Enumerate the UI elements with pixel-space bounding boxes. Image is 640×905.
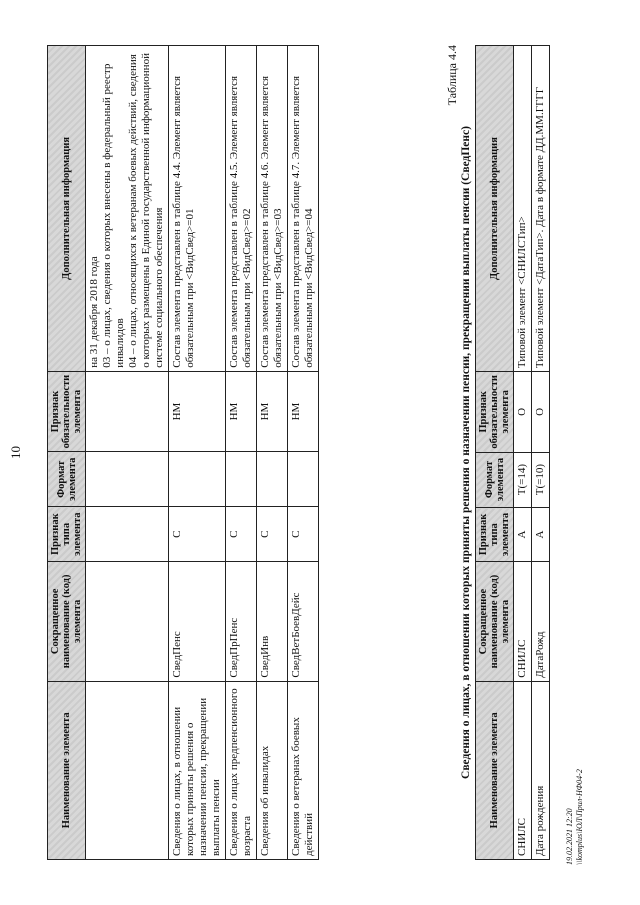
table-label: Таблица 4.4 [445, 45, 459, 106]
element-format [226, 452, 257, 507]
element-name: Сведения о ветеранах боевых действий [288, 681, 319, 859]
element-info: Состав элемента представлен в таблице 4.4. Элемент является обязательным при <ВидСвед>=01 [169, 46, 226, 372]
element-format [257, 452, 288, 507]
elements-table-continued [47, 45, 319, 860]
element-info: Типовой элемент <ДатаТип>. Дата в формате ДД.ММ.ГГГГ [532, 46, 550, 372]
element-required: О [514, 372, 532, 453]
element-code: СНИЛС [514, 562, 532, 681]
element-type: А [514, 507, 532, 562]
header-cell: Признак обязательности элемента [48, 371, 86, 452]
header-cell: Наименование элемента [476, 681, 514, 859]
element-code: СведИнв [257, 562, 288, 682]
element-format [169, 452, 226, 507]
table-row [226, 46, 257, 860]
header-cell: Формат элемента [48, 452, 86, 507]
element-format [288, 452, 319, 507]
element-name: Сведения о лицах предпенсионного возраста [226, 681, 257, 859]
header-cell: Сокращенное наименование (код) элемента [48, 562, 86, 682]
element-type: С [169, 507, 226, 562]
table-row [86, 46, 169, 860]
table-title: Сведения о лицах, в отношении которых приняты решения о назначении пенсии, прекращении выплаты пенсии (СведПенс) [460, 126, 472, 779]
element-required: НМ [169, 371, 226, 452]
element-name: Дата рождения [532, 681, 550, 859]
element-info: Состав элемента представлен в таблице 4.5. Элемент является обязательным при <ВидСвед>=02 [226, 46, 257, 372]
info-line: на 31 декабря 2018 года [88, 256, 100, 368]
element-code: СведПенс [169, 562, 226, 682]
table-row [514, 46, 532, 860]
footer-stamp [565, 769, 585, 865]
table-header-row [48, 46, 86, 860]
element-code: ДатаРожд [532, 562, 550, 681]
svedpens-table [475, 45, 550, 860]
element-name: СНИЛС [514, 681, 532, 859]
table-row [532, 46, 550, 860]
element-required: НМ [257, 371, 288, 452]
element-type: С [257, 507, 288, 562]
footer-path: \\komplus\ЮЛ\Прил-НФ04-2 [575, 769, 584, 865]
element-required: НМ [288, 371, 319, 452]
element-type: А [532, 507, 550, 562]
info-line: 03 – о лицах, сведения о которых внесены в федеральный реестр инвалидов [101, 63, 126, 368]
element-required: О [532, 372, 550, 453]
footer-date: 19.02.2021 12:20 [565, 808, 574, 865]
element-code: СведВетБоевДейс [288, 562, 319, 682]
header-cell: Дополнительная информация [48, 46, 86, 372]
header-cell: Признак обязательности элемента [476, 372, 514, 453]
element-info: Состав элемента представлен в таблице 4.6. Элемент является обязательным при <ВидСвед>=03 [257, 46, 288, 372]
header-cell: Признак типа элемента [476, 507, 514, 562]
element-name: Сведения об инвалидах [257, 681, 288, 859]
element-type: С [288, 507, 319, 562]
header-cell: Наименование элемента [48, 681, 86, 859]
info-cell [86, 46, 169, 372]
info-line: 04 – о лицах, относящихся к ветеранам боевых действий, сведения о которых размещены в Единой государственной информационной системе социального обеспечения [127, 53, 165, 368]
table-header-row [476, 46, 514, 860]
element-required: НМ [226, 371, 257, 452]
element-format: T(=10) [532, 452, 550, 507]
header-cell: Признак типа элемента [48, 507, 86, 562]
table-row [169, 46, 226, 860]
element-code: СведПрПенс [226, 562, 257, 682]
header-cell: Формат элемента [476, 452, 514, 507]
element-type: С [226, 507, 257, 562]
table-row [288, 46, 319, 860]
element-info: Типовой элемент <СНИЛСТип> [514, 46, 532, 372]
element-format: T(=14) [514, 452, 532, 507]
header-cell: Сокращенное наименование (код) элемента [476, 562, 514, 681]
element-name: Сведения о лицах, в отношении которых приняты решения о назначении пенсии, прекращении выплаты пенсии [169, 681, 226, 859]
table-row [257, 46, 288, 860]
header-cell: Дополнительная информация [476, 46, 514, 372]
page-number: 10 [8, 446, 23, 459]
element-info: Состав элемента представлен в таблице 4.7. Элемент является обязательным при <ВидСвед>=04 [288, 46, 319, 372]
